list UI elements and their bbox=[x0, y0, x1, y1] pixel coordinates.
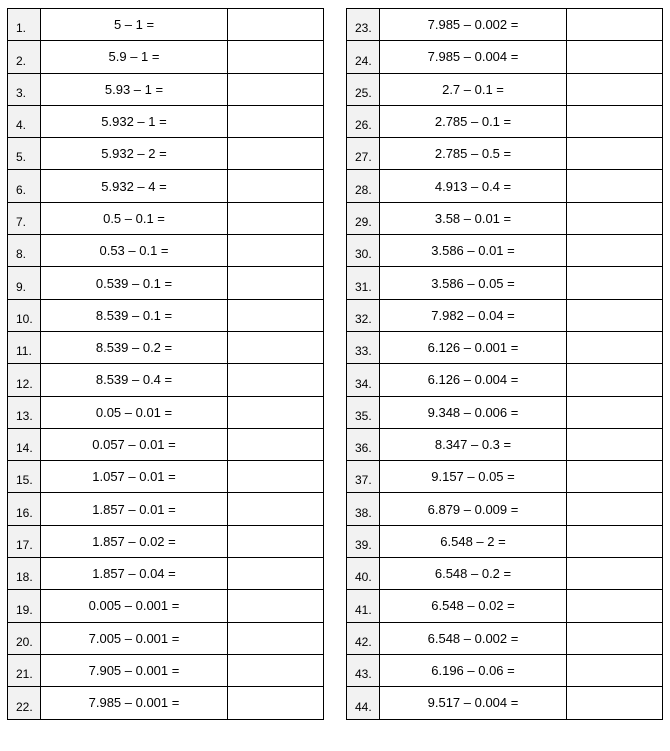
problem-number: 39. bbox=[347, 525, 380, 557]
problem-row bbox=[347, 299, 663, 331]
answer-cell[interactable] bbox=[567, 396, 663, 428]
problem-row bbox=[347, 138, 663, 170]
answer-cell[interactable] bbox=[228, 299, 324, 331]
problem-expression: 8.347 – 0.3 = bbox=[380, 428, 567, 460]
problem-row bbox=[8, 202, 324, 234]
problem-expression: 2.785 – 0.1 = bbox=[380, 105, 567, 137]
problem-number: 9. bbox=[8, 267, 41, 299]
problem-expression: 5 – 1 = bbox=[41, 9, 228, 41]
answer-cell[interactable] bbox=[228, 105, 324, 137]
problem-expression: 9.348 – 0.006 = bbox=[380, 396, 567, 428]
problem-expression: 7.005 – 0.001 = bbox=[41, 622, 228, 654]
problem-number: 7. bbox=[8, 202, 41, 234]
problem-row bbox=[8, 9, 324, 41]
problem-expression: 5.932 – 4 = bbox=[41, 170, 228, 202]
answer-cell[interactable] bbox=[228, 138, 324, 170]
problem-expression: 0.005 – 0.001 = bbox=[41, 590, 228, 622]
problem-expression: 5.9 – 1 = bbox=[41, 41, 228, 73]
problem-number: 26. bbox=[347, 105, 380, 137]
answer-cell[interactable] bbox=[228, 267, 324, 299]
problem-number: 6. bbox=[8, 170, 41, 202]
problem-expression: 1.857 – 0.04 = bbox=[41, 558, 228, 590]
problem-expression: 3.586 – 0.01 = bbox=[380, 235, 567, 267]
problem-number: 19. bbox=[8, 590, 41, 622]
problem-number: 15. bbox=[8, 461, 41, 493]
problem-expression: 7.905 – 0.001 = bbox=[41, 654, 228, 686]
problem-expression: 6.126 – 0.004 = bbox=[380, 364, 567, 396]
answer-cell[interactable] bbox=[228, 9, 324, 41]
problem-number: 24. bbox=[347, 41, 380, 73]
answer-cell[interactable] bbox=[228, 41, 324, 73]
problem-expression: 0.05 – 0.01 = bbox=[41, 396, 228, 428]
problem-number: 16. bbox=[8, 493, 41, 525]
answer-cell[interactable] bbox=[567, 235, 663, 267]
answer-cell[interactable] bbox=[228, 331, 324, 363]
problem-row bbox=[347, 105, 663, 137]
answer-cell[interactable] bbox=[228, 202, 324, 234]
problem-table-right-body bbox=[347, 9, 663, 720]
problem-number: 12. bbox=[8, 364, 41, 396]
answer-cell[interactable] bbox=[567, 138, 663, 170]
problem-expression: 7.985 – 0.001 = bbox=[41, 687, 228, 719]
answer-cell[interactable] bbox=[228, 687, 324, 719]
problem-expression: 9.517 – 0.004 = bbox=[380, 687, 567, 719]
problem-row bbox=[347, 267, 663, 299]
problem-row bbox=[8, 170, 324, 202]
problem-expression: 5.93 – 1 = bbox=[41, 73, 228, 105]
problem-expression: 9.157 – 0.05 = bbox=[380, 461, 567, 493]
problem-row bbox=[347, 73, 663, 105]
problem-number: 40. bbox=[347, 558, 380, 590]
problem-number: 37. bbox=[347, 461, 380, 493]
answer-cell[interactable] bbox=[567, 622, 663, 654]
problem-expression: 0.5 – 0.1 = bbox=[41, 202, 228, 234]
problem-expression: 7.985 – 0.002 = bbox=[380, 9, 567, 41]
answer-cell[interactable] bbox=[228, 622, 324, 654]
answer-cell[interactable] bbox=[228, 364, 324, 396]
problem-row bbox=[347, 331, 663, 363]
problem-number: 44. bbox=[347, 687, 380, 719]
problem-expression: 6.196 – 0.06 = bbox=[380, 654, 567, 686]
problem-number: 41. bbox=[347, 590, 380, 622]
answer-cell[interactable] bbox=[567, 73, 663, 105]
answer-cell[interactable] bbox=[567, 267, 663, 299]
problem-number: 38. bbox=[347, 493, 380, 525]
problem-row bbox=[347, 525, 663, 557]
answer-cell[interactable] bbox=[228, 590, 324, 622]
problem-row bbox=[8, 105, 324, 137]
problem-number: 42. bbox=[347, 622, 380, 654]
problem-row bbox=[347, 590, 663, 622]
problem-row bbox=[347, 41, 663, 73]
problem-expression: 1.857 – 0.02 = bbox=[41, 525, 228, 557]
answer-cell[interactable] bbox=[567, 364, 663, 396]
answer-cell[interactable] bbox=[567, 461, 663, 493]
problem-row bbox=[8, 73, 324, 105]
problem-expression: 6.879 – 0.009 = bbox=[380, 493, 567, 525]
problem-number: 43. bbox=[347, 654, 380, 686]
problem-number: 18. bbox=[8, 558, 41, 590]
problem-expression: 0.057 – 0.01 = bbox=[41, 428, 228, 460]
problem-expression: 8.539 – 0.1 = bbox=[41, 299, 228, 331]
problem-row bbox=[347, 493, 663, 525]
problem-number: 34. bbox=[347, 364, 380, 396]
problem-row bbox=[347, 558, 663, 590]
problem-table-left bbox=[7, 8, 324, 720]
answer-cell[interactable] bbox=[567, 170, 663, 202]
problem-number: 27. bbox=[347, 138, 380, 170]
problem-row bbox=[347, 364, 663, 396]
problem-number: 20. bbox=[8, 622, 41, 654]
answer-cell[interactable] bbox=[228, 493, 324, 525]
problem-expression: 6.126 – 0.001 = bbox=[380, 331, 567, 363]
problem-number: 10. bbox=[8, 299, 41, 331]
problem-number: 23. bbox=[347, 9, 380, 41]
problem-number: 22. bbox=[8, 687, 41, 719]
answer-cell[interactable] bbox=[567, 654, 663, 686]
answer-cell[interactable] bbox=[228, 428, 324, 460]
problem-row bbox=[8, 41, 324, 73]
problem-expression: 7.982 – 0.04 = bbox=[380, 299, 567, 331]
problem-number: 11. bbox=[8, 331, 41, 363]
problem-row bbox=[347, 235, 663, 267]
answer-cell[interactable] bbox=[228, 396, 324, 428]
problem-row bbox=[8, 364, 324, 396]
problem-expression: 0.53 – 0.1 = bbox=[41, 235, 228, 267]
problem-expression: 6.548 – 0.002 = bbox=[380, 622, 567, 654]
problem-number: 3. bbox=[8, 73, 41, 105]
answer-cell[interactable] bbox=[228, 170, 324, 202]
answer-cell[interactable] bbox=[228, 73, 324, 105]
problem-number: 13. bbox=[8, 396, 41, 428]
answer-cell[interactable] bbox=[228, 558, 324, 590]
problem-row bbox=[347, 396, 663, 428]
problem-expression: 2.7 – 0.1 = bbox=[380, 73, 567, 105]
problem-row bbox=[8, 687, 324, 719]
answer-cell[interactable] bbox=[228, 461, 324, 493]
answer-cell[interactable] bbox=[567, 590, 663, 622]
answer-cell[interactable] bbox=[228, 235, 324, 267]
problem-row bbox=[8, 138, 324, 170]
problem-row bbox=[8, 461, 324, 493]
problem-expression: 1.057 – 0.01 = bbox=[41, 461, 228, 493]
answer-cell[interactable] bbox=[567, 202, 663, 234]
problem-expression: 2.785 – 0.5 = bbox=[380, 138, 567, 170]
answer-cell[interactable] bbox=[567, 525, 663, 557]
problem-row bbox=[8, 558, 324, 590]
problem-number: 36. bbox=[347, 428, 380, 460]
answer-cell[interactable] bbox=[567, 493, 663, 525]
problem-row bbox=[8, 267, 324, 299]
answer-cell[interactable] bbox=[567, 41, 663, 73]
problem-row bbox=[8, 654, 324, 686]
problem-number: 1. bbox=[8, 9, 41, 41]
problem-row bbox=[347, 170, 663, 202]
problem-expression: 8.539 – 0.4 = bbox=[41, 364, 228, 396]
answer-cell[interactable] bbox=[228, 525, 324, 557]
problem-expression: 6.548 – 0.02 = bbox=[380, 590, 567, 622]
problem-row bbox=[347, 654, 663, 686]
problem-number: 2. bbox=[8, 41, 41, 73]
problem-row bbox=[8, 331, 324, 363]
problem-table-left-body bbox=[8, 9, 324, 720]
problem-expression: 0.539 – 0.1 = bbox=[41, 267, 228, 299]
problem-number: 32. bbox=[347, 299, 380, 331]
problem-row bbox=[8, 428, 324, 460]
problem-number: 29. bbox=[347, 202, 380, 234]
problem-expression: 1.857 – 0.01 = bbox=[41, 493, 228, 525]
problem-row bbox=[347, 461, 663, 493]
problem-number: 14. bbox=[8, 428, 41, 460]
problem-row bbox=[347, 202, 663, 234]
problem-number: 25. bbox=[347, 73, 380, 105]
problem-number: 8. bbox=[8, 235, 41, 267]
answer-cell[interactable] bbox=[228, 654, 324, 686]
answer-cell[interactable] bbox=[567, 558, 663, 590]
problem-expression: 3.58 – 0.01 = bbox=[380, 202, 567, 234]
problem-number: 30. bbox=[347, 235, 380, 267]
problem-expression: 6.548 – 0.2 = bbox=[380, 558, 567, 590]
problem-row bbox=[8, 525, 324, 557]
answer-cell[interactable] bbox=[567, 428, 663, 460]
problem-row bbox=[8, 590, 324, 622]
problem-number: 31. bbox=[347, 267, 380, 299]
problem-row bbox=[8, 493, 324, 525]
problem-row bbox=[347, 9, 663, 41]
problem-expression: 5.932 – 2 = bbox=[41, 138, 228, 170]
problem-row bbox=[8, 299, 324, 331]
problem-number: 21. bbox=[8, 654, 41, 686]
answer-cell[interactable] bbox=[567, 331, 663, 363]
problem-expression: 3.586 – 0.05 = bbox=[380, 267, 567, 299]
problem-number: 35. bbox=[347, 396, 380, 428]
problem-row bbox=[8, 396, 324, 428]
problem-expression: 7.985 – 0.004 = bbox=[380, 41, 567, 73]
problem-row bbox=[347, 687, 663, 719]
problem-number: 33. bbox=[347, 331, 380, 363]
answer-cell[interactable] bbox=[567, 105, 663, 137]
problem-number: 17. bbox=[8, 525, 41, 557]
problem-row bbox=[347, 428, 663, 460]
problem-number: 5. bbox=[8, 138, 41, 170]
answer-cell[interactable] bbox=[567, 9, 663, 41]
problem-expression: 8.539 – 0.2 = bbox=[41, 331, 228, 363]
problem-row bbox=[8, 622, 324, 654]
answer-cell[interactable] bbox=[567, 299, 663, 331]
answer-cell[interactable] bbox=[567, 687, 663, 719]
problem-table-right bbox=[346, 8, 663, 720]
problem-row bbox=[8, 235, 324, 267]
problem-expression: 4.913 – 0.4 = bbox=[380, 170, 567, 202]
problem-number: 28. bbox=[347, 170, 380, 202]
problem-number: 4. bbox=[8, 105, 41, 137]
problem-expression: 5.932 – 1 = bbox=[41, 105, 228, 137]
problem-row bbox=[347, 622, 663, 654]
problem-expression: 6.548 – 2 = bbox=[380, 525, 567, 557]
